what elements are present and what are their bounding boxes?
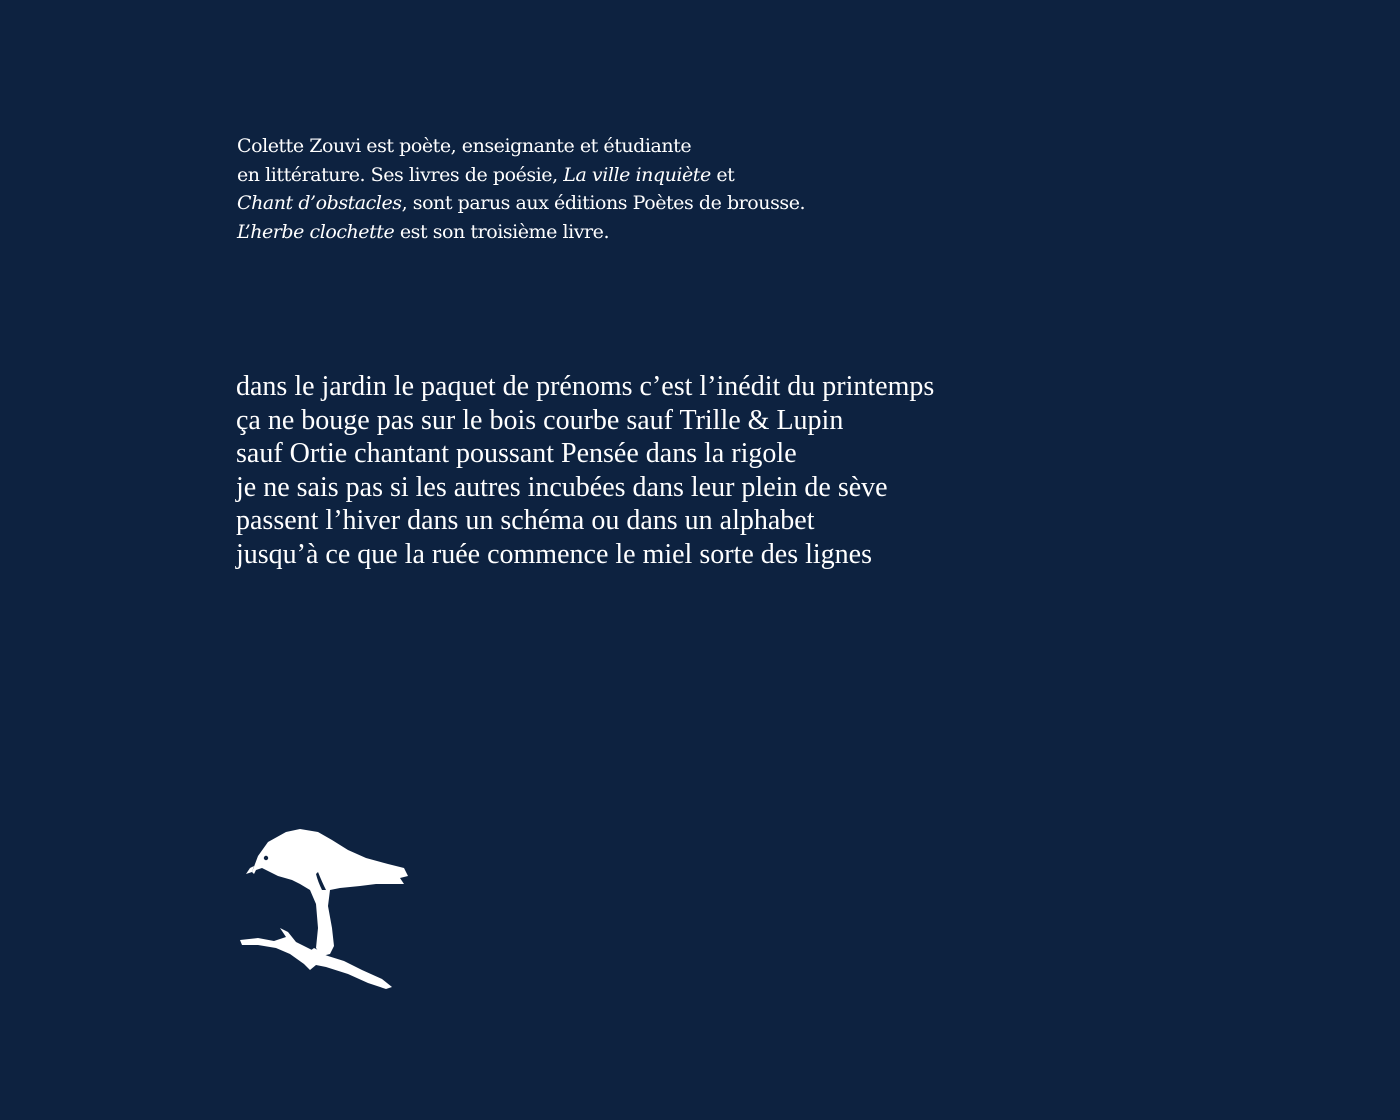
poem-excerpt [236,370,1136,572]
book-title-chant-d-obstacles: Chant d’obstacles [237,192,402,214]
bio-line-4 [237,218,997,247]
poem-line: je ne sais pas si les autres incubées dans leur plein de sève [236,471,888,503]
bio-text: et [710,163,735,186]
bio-line-1: Colette Zouvi est poète, enseignante et étudiante [237,135,692,157]
poem-line: ça ne bouge pas sur le bois courbe sauf Trille & Lupin [236,404,844,436]
book-title-la-ville-inquiete: La ville inquiète [563,163,711,186]
poem-line: sauf Ortie chantant poussant Pensée dans la rigole [236,438,797,470]
book-title-l-herbe-clochette: L’herbe clochette [237,220,395,243]
bio-line-2 [237,161,997,190]
bird-on-branch-icon [236,824,412,994]
bio-line-3 [237,189,997,218]
bio-text: , sont parus aux éditions Poètes de brousse. [401,192,806,214]
poem-line: passent l’hiver dans un schéma ou dans un alphabet [236,505,815,537]
bio-text: est son troisième livre. [394,220,610,243]
poem-line: jusqu’à ce que la ruée commence le miel sorte des lignes [236,538,872,570]
bio-text: en littérature. Ses livres de poésie, [237,163,564,186]
poem-line: dans le jardin le paquet de prénoms c’est l’inédit du printemps [236,371,935,402]
author-bio [237,132,997,246]
